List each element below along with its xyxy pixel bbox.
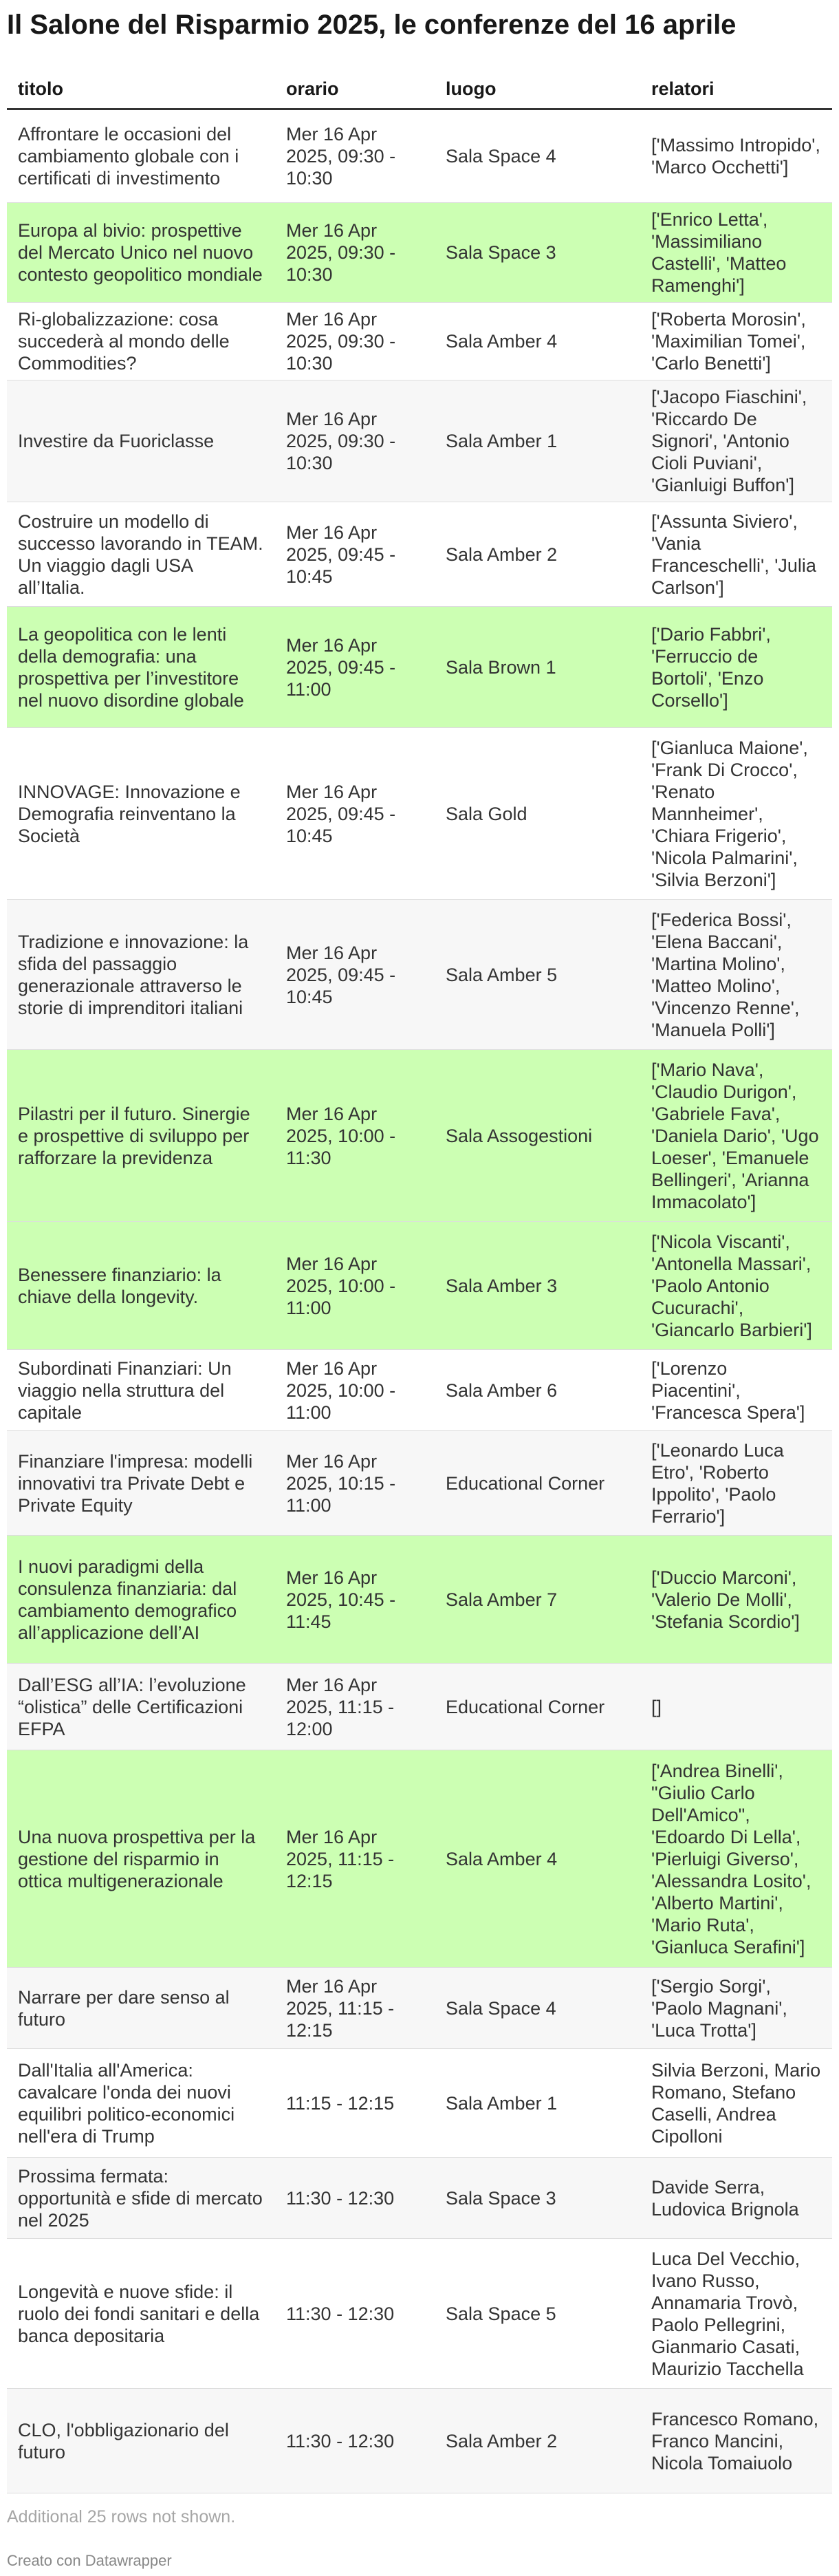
cell-titolo: Una nuova prospettiva per la gestione del risparmio in ottica multigenerazionale: [7, 1750, 275, 1968]
table-row: [7, 1968, 832, 2049]
cell-luogo: Sala Amber 2: [435, 502, 640, 607]
cell-relatori: ['Lorenzo Piacentini', 'Francesca Spera']: [640, 1350, 832, 1431]
cell-orario: Mer 16 Apr 2025, 09:45 - 10:45: [275, 900, 435, 1050]
cell-luogo: Sala Space 5: [435, 2239, 640, 2389]
cell-luogo: Educational Corner: [435, 1664, 640, 1750]
rows-not-shown-note: Additional 25 rows not shown.: [7, 2507, 236, 2526]
table-row: [7, 1536, 832, 1664]
table-row: [7, 1431, 832, 1536]
cell-orario: 11:30 - 12:30: [275, 2158, 435, 2239]
cell-orario: Mer 16 Apr 2025, 11:15 - 12:00: [275, 1664, 435, 1750]
cell-relatori: ['Gianluca Maione', 'Frank Di Crocco', 'Renato Mannheimer', 'Chiara Frigerio', 'Nicola Palmarini', 'Silvia Berzoni']: [640, 728, 832, 900]
table-row: [7, 1664, 832, 1750]
cell-orario: Mer 16 Apr 2025, 09:30 - 10:30: [275, 203, 435, 303]
cell-titolo: Costruire un modello di successo lavorando in TEAM. Un viaggio dagli USA all’Italia.: [7, 502, 275, 607]
table-row: [7, 1350, 832, 1431]
cell-orario: Mer 16 Apr 2025, 10:15 - 11:00: [275, 1431, 435, 1536]
cell-relatori: ['Massimo Intropido', 'Marco Occhetti']: [640, 109, 832, 203]
table-row: [7, 2049, 832, 2158]
cell-orario: Mer 16 Apr 2025, 09:45 - 10:45: [275, 728, 435, 900]
cell-luogo: Sala Amber 1: [435, 380, 640, 502]
table-row: [7, 109, 832, 203]
column-header-relatori[interactable]: relatori: [640, 69, 832, 109]
column-header-luogo[interactable]: luogo: [435, 69, 640, 109]
table-row: [7, 607, 832, 728]
cell-titolo: Narrare per dare senso al futuro: [7, 1968, 275, 2049]
table-header-row: [7, 69, 832, 109]
table-row: [7, 2158, 832, 2239]
column-header-orario[interactable]: orario: [275, 69, 435, 109]
cell-orario: 11:15 - 12:15: [275, 2049, 435, 2158]
cell-relatori: Luca Del Vecchio, Ivano Russo, Annamaria Trovò, Paolo Pellegrini, Gianmario Casati, Maurizio Tacchella: [640, 2239, 832, 2389]
cell-luogo: Sala Amber 5: [435, 900, 640, 1050]
cell-titolo: Finanziare l'impresa: modelli innovativi tra Private Debt e Private Equity: [7, 1431, 275, 1536]
cell-luogo: Sala Amber 3: [435, 1222, 640, 1350]
cell-relatori: Francesco Romano, Franco Mancini, Nicola Tomaiuolo: [640, 2389, 832, 2493]
cell-orario: Mer 16 Apr 2025, 09:30 - 10:30: [275, 380, 435, 502]
cell-luogo: Sala Amber 2: [435, 2389, 640, 2493]
cell-titolo: Ri-globalizzazione: cosa succederà al mondo delle Commodities?: [7, 303, 275, 380]
cell-relatori: ['Andrea Binelli', "Giulio Carlo Dell'Amico", 'Edoardo Di Lella', 'Pierluigi Giverso', 'Alessandra Losito', 'Alberto Martini', 'Mario Ruta', 'Gianluca Serafini']: [640, 1750, 832, 1968]
cell-titolo: Benessere finanziario: la chiave della longevity.: [7, 1222, 275, 1350]
table-row: [7, 203, 832, 303]
cell-orario: 11:30 - 12:30: [275, 2389, 435, 2493]
cell-luogo: Sala Space 3: [435, 2158, 640, 2239]
cell-orario: 11:30 - 12:30: [275, 2239, 435, 2389]
cell-relatori: ['Nicola Viscanti', 'Antonella Massari', 'Paolo Antonio Cucurachi', 'Giancarlo Barbieri']: [640, 1222, 832, 1350]
cell-titolo: Tradizione e innovazione: la sfida del passaggio generazionale attraverso le storie di imprenditori italiani: [7, 900, 275, 1050]
cell-relatori: ['Jacopo Fiaschini', 'Riccardo De Signori', 'Antonio Cioli Puviani', 'Gianluigi Buffon']: [640, 380, 832, 502]
cell-relatori: ['Assunta Siviero', 'Vania Franceschelli', 'Julia Carlson']: [640, 502, 832, 607]
cell-titolo: Subordinati Finanziari: Un viaggio nella struttura del capitale: [7, 1350, 275, 1431]
conference-table: [7, 69, 832, 2493]
cell-titolo: Prossima fermata: opportunità e sfide di mercato nel 2025: [7, 2158, 275, 2239]
table-row: [7, 728, 832, 900]
cell-titolo: CLO, l'obbligazionario del futuro: [7, 2389, 275, 2493]
cell-luogo: Sala Space 4: [435, 109, 640, 203]
cell-relatori: ['Leonardo Luca Etro', 'Roberto Ippolito', 'Paolo Ferrario']: [640, 1431, 832, 1536]
table-row: [7, 303, 832, 380]
cell-orario: Mer 16 Apr 2025, 10:00 - 11:00: [275, 1222, 435, 1350]
page-title: Il Salone del Risparmio 2025, le conferenze del 16 aprile: [7, 10, 737, 40]
cell-luogo: Sala Space 4: [435, 1968, 640, 2049]
table-row: [7, 2239, 832, 2389]
table-row: [7, 1222, 832, 1350]
cell-relatori: Silvia Berzoni, Mario Romano, Stefano Caselli, Andrea Cipolloni: [640, 2049, 832, 2158]
cell-relatori: ['Enrico Letta', 'Massimiliano Castelli', 'Matteo Ramenghi']: [640, 203, 832, 303]
cell-relatori: ['Sergio Sorgi', 'Paolo Magnani', 'Luca Trotta']: [640, 1968, 832, 2049]
cell-orario: Mer 16 Apr 2025, 10:00 - 11:00: [275, 1350, 435, 1431]
cell-orario: Mer 16 Apr 2025, 09:30 - 10:30: [275, 303, 435, 380]
cell-titolo: Dall'Italia all'America: cavalcare l'onda dei nuovi equilibri politico-economici nell'era di Trump: [7, 2049, 275, 2158]
cell-orario: Mer 16 Apr 2025, 11:15 - 12:15: [275, 1750, 435, 1968]
cell-relatori: Davide Serra, Ludovica Brignola: [640, 2158, 832, 2239]
cell-relatori: ['Roberta Morosin', 'Maximilian Tomei', 'Carlo Benetti']: [640, 303, 832, 380]
table-row: [7, 900, 832, 1050]
table-row: [7, 502, 832, 607]
cell-titolo: Longevità e nuove sfide: il ruolo dei fondi sanitari e della banca depositaria: [7, 2239, 275, 2389]
cell-luogo: Sala Gold: [435, 728, 640, 900]
cell-titolo: Investire da Fuoriclasse: [7, 380, 275, 502]
table-row: [7, 380, 832, 502]
cell-orario: Mer 16 Apr 2025, 09:45 - 11:00: [275, 607, 435, 728]
cell-titolo: Europa al bivio: prospettive del Mercato Unico nel nuovo contesto geopolitico mondiale: [7, 203, 275, 303]
cell-orario: Mer 16 Apr 2025, 09:45 - 10:45: [275, 502, 435, 607]
cell-titolo: I nuovi paradigmi della consulenza finanziaria: dal cambiamento demografico all’applicazione dell’AI: [7, 1536, 275, 1664]
cell-orario: Mer 16 Apr 2025, 11:15 - 12:15: [275, 1968, 435, 2049]
cell-titolo: Dall’ESG all’IA: l’evoluzione “olistica” delle Certificazioni EFPA: [7, 1664, 275, 1750]
cell-relatori: ['Mario Nava', 'Claudio Durigon', 'Gabriele Fava', 'Daniela Dario', 'Ugo Loeser', 'Emanuele Bellingeri', 'Arianna Immacolato']: [640, 1050, 832, 1222]
table-row: [7, 1750, 832, 1968]
cell-titolo: Pilastri per il futuro. Sinergie e prospettive di sviluppo per rafforzare la previdenza: [7, 1050, 275, 1222]
cell-relatori: ['Duccio Marconi', 'Valerio De Molli', 'Stefania Scordio']: [640, 1536, 832, 1664]
cell-luogo: Sala Brown 1: [435, 607, 640, 728]
cell-luogo: Educational Corner: [435, 1431, 640, 1536]
cell-orario: Mer 16 Apr 2025, 10:00 - 11:30: [275, 1050, 435, 1222]
cell-relatori: ['Federica Bossi', 'Elena Baccani', 'Martina Molino', 'Matteo Molino', 'Vincenzo Renne', 'Manuela Polli']: [640, 900, 832, 1050]
cell-orario: Mer 16 Apr 2025, 10:45 - 11:45: [275, 1536, 435, 1664]
table-row: [7, 1050, 832, 1222]
cell-luogo: Sala Amber 4: [435, 1750, 640, 1968]
cell-relatori: []: [640, 1664, 832, 1750]
cell-titolo: La geopolitica con le lenti della demografia: una prospettiva per l’investitore nel nuovo disordine globale: [7, 607, 275, 728]
footer-credit: Creato con Datawrapper: [7, 2552, 172, 2569]
cell-luogo: Sala Amber 1: [435, 2049, 640, 2158]
cell-titolo: Affrontare le occasioni del cambiamento globale con i certificati di investimento: [7, 109, 275, 203]
cell-luogo: Sala Amber 4: [435, 303, 640, 380]
cell-luogo: Sala Amber 6: [435, 1350, 640, 1431]
cell-orario: Mer 16 Apr 2025, 09:30 - 10:30: [275, 109, 435, 203]
table-body: [7, 109, 832, 2493]
cell-relatori: ['Dario Fabbri', 'Ferruccio de Bortoli', 'Enzo Corsello']: [640, 607, 832, 728]
column-header-titolo[interactable]: titolo: [7, 69, 275, 109]
table-row: [7, 2389, 832, 2493]
cell-luogo: Sala Space 3: [435, 203, 640, 303]
cell-titolo: INNOVAGE: Innovazione e Demografia reinventano la Società: [7, 728, 275, 900]
cell-luogo: Sala Assogestioni: [435, 1050, 640, 1222]
cell-luogo: Sala Amber 7: [435, 1536, 640, 1664]
